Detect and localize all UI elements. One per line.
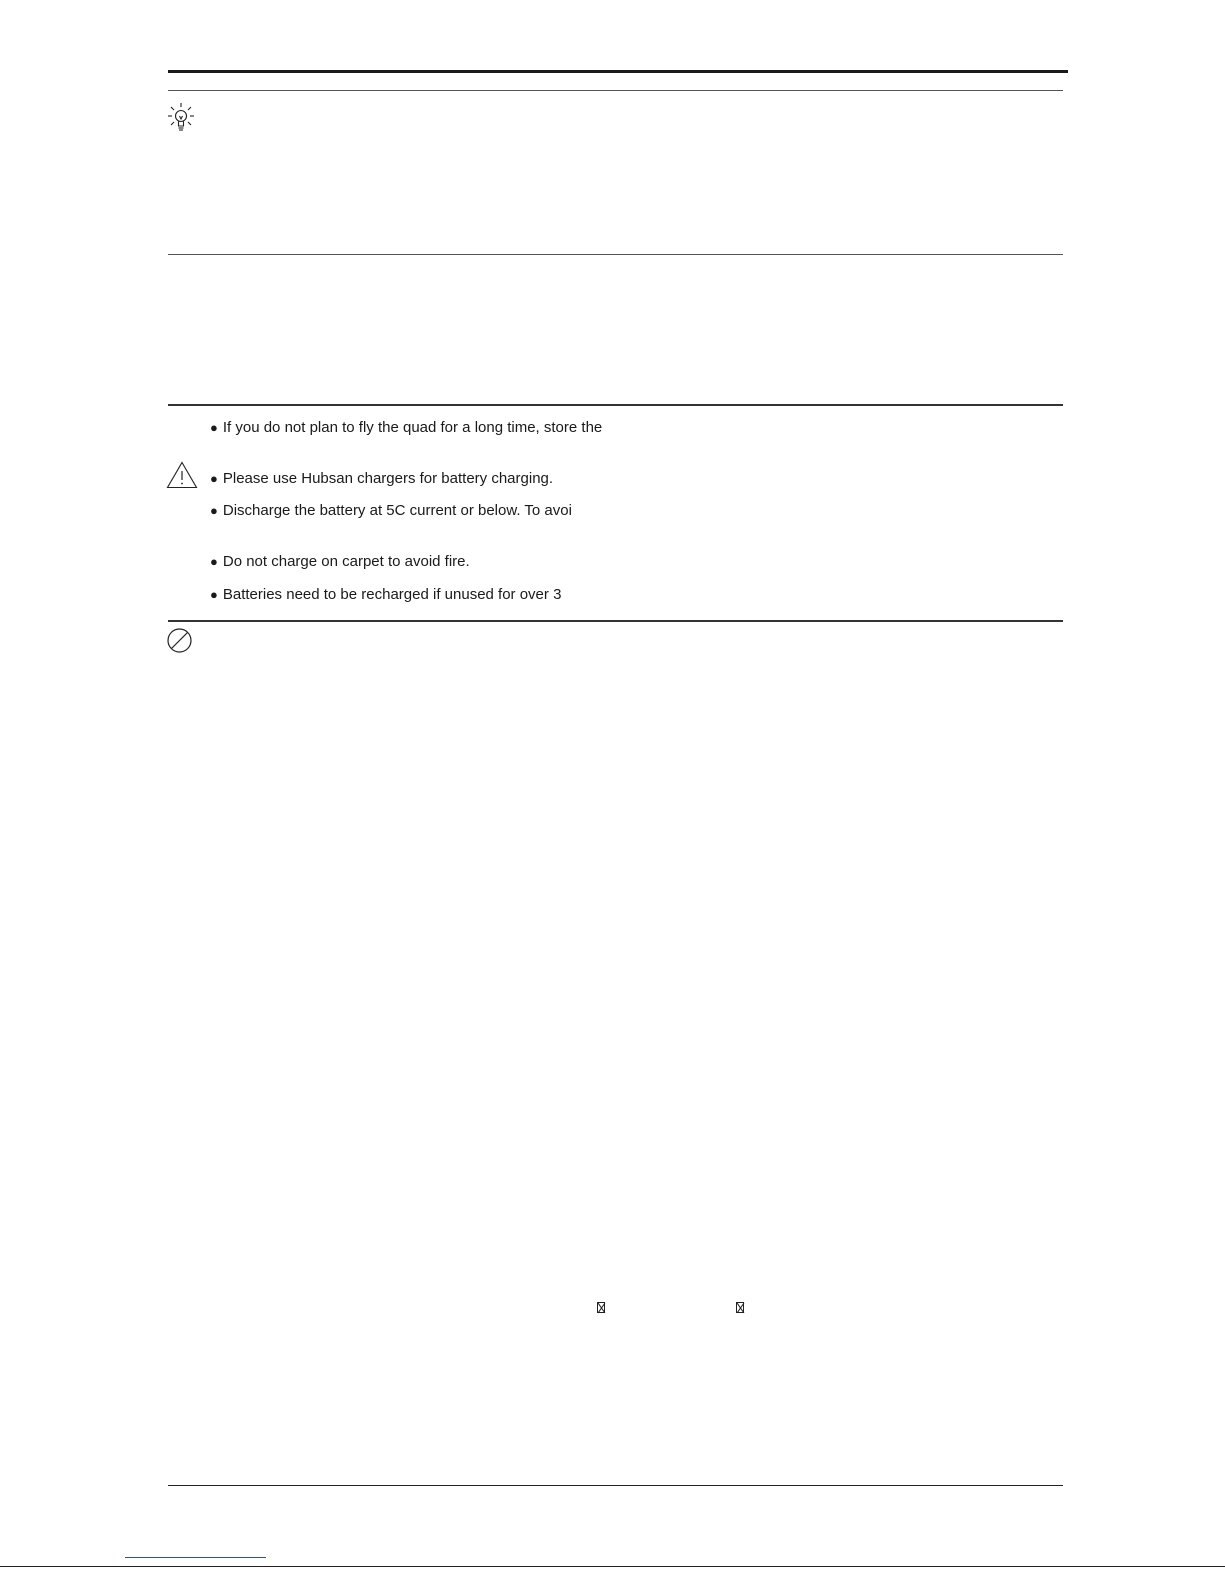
- tip-bottom-rule: [168, 254, 1063, 255]
- bullet: ●: [210, 471, 218, 486]
- missing-glyph-box: [736, 1302, 744, 1313]
- bullet: ●: [210, 554, 218, 569]
- caution-item-1: ● If you do not plan to fly the quad for a long time, store the: [210, 419, 603, 436]
- caution-bottom-rule: [168, 620, 1063, 622]
- bullet: ●: [210, 420, 218, 435]
- caution-item-2: ● Please use Hubsan chargers for battery charging.: [210, 470, 554, 487]
- missing-glyph-box: [597, 1302, 605, 1313]
- caution-item-4: ● Do not charge on carpet to avoid fire.: [210, 553, 470, 570]
- header-rule: [168, 70, 1068, 73]
- bullet: ●: [210, 587, 218, 602]
- tip-top-rule: [168, 90, 1063, 91]
- caution-top-rule: [168, 404, 1063, 406]
- warning-triangle-icon: [166, 461, 198, 489]
- lightbulb-icon: [167, 101, 195, 135]
- prohibited-icon: [166, 627, 193, 654]
- caution-item-5: ● Batteries need to be recharged if unused for over 3: [210, 586, 562, 603]
- caution-item-3: ● Discharge the battery at 5C current or below. To avoi: [210, 502, 572, 519]
- footer-rule: [168, 1485, 1063, 1486]
- footer-link-underline[interactable]: [125, 1557, 266, 1558]
- bullet: ●: [210, 503, 218, 518]
- page-bottom-rule: [0, 1566, 1225, 1567]
